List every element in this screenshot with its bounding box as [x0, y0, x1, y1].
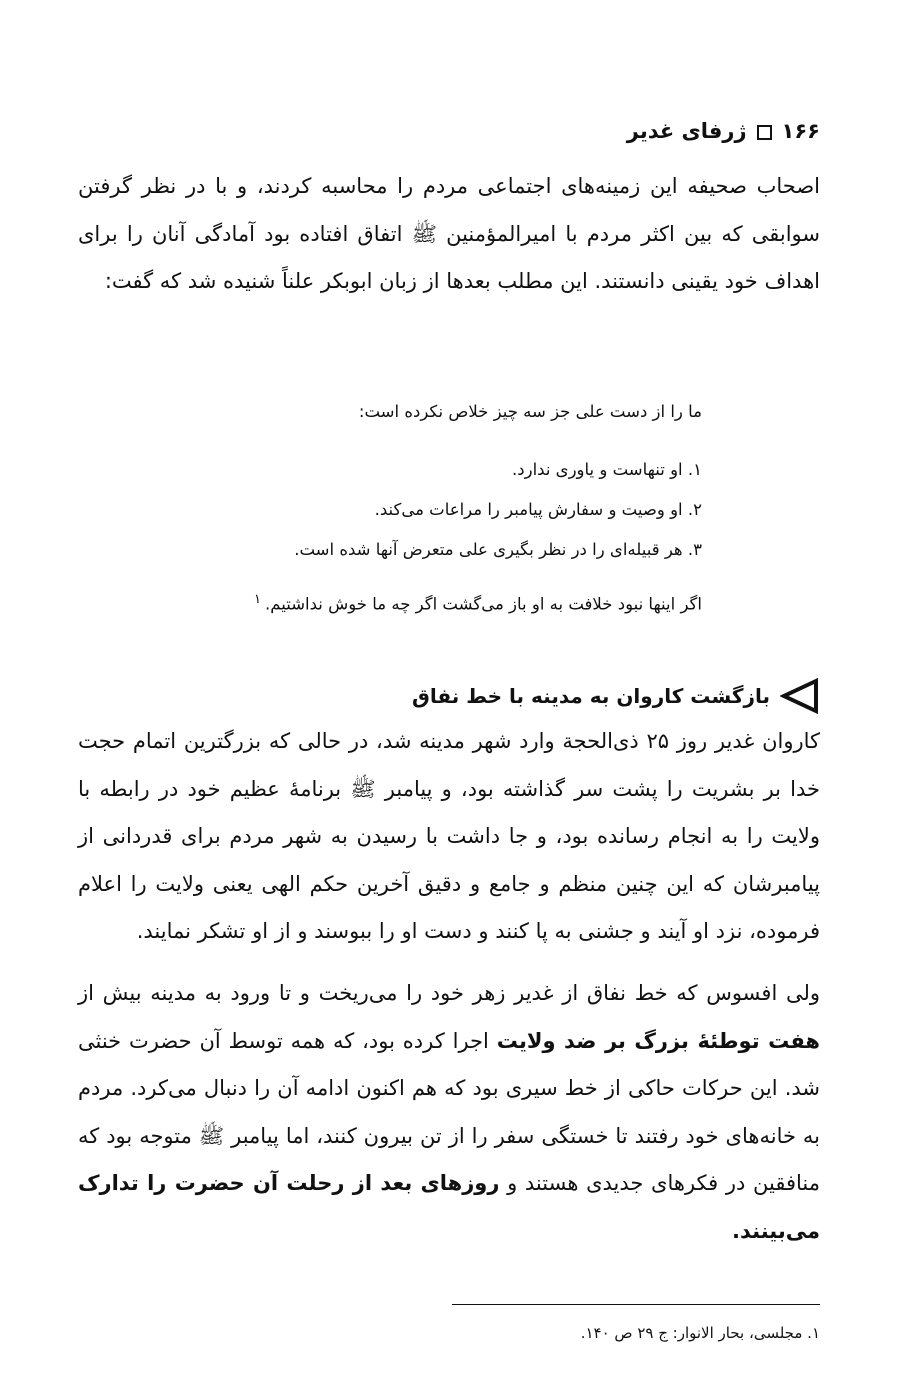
section-heading-text: بازگشت کاروان به مدینه با خط نفاق — [412, 684, 770, 708]
quote-closing-line — [182, 580, 702, 625]
paragraph-1: اصحاب صحیفه این زمینه‌های اجتماعی مردم را محاسبه کردند، و با در نظر گرفتن سوابقی که بین اکثر مردم با امیرالمؤمنین ﷺ اتفاق افتاده بود آمادگی آنان را برای اهداف خود یقینی دانستند. این مطلب بعدها از زبان ابوبکر علناً شنیده شد که گفت: — [78, 174, 820, 293]
quote-item: ۱. او تنهاست و یاوری ندارد. — [512, 460, 702, 479]
footnote-reference: ۱ — [254, 592, 262, 607]
footnote-divider — [452, 1304, 820, 1305]
paragraph-2: کاروان غدیر روز ۲۵ ذی‌الحجة وارد شهر مدینه شد، در حالی که بزرگترین اتمام حجت خدا بر بشریت را پشت سر گذاشته بود، و پیامبر ﷺ برنامهٔ عظیم خود در رابطه با ولایت را به انجام رسانده بود، و جا داشت با رسیدن به شهر مردم برای قدردانی از پیامبرشان که این چنین منظم و جامع و دقیق آخرین حکم الهی یعنی ولایت را اعلام فرموده، نزد او آیند و جشنی به پا کنند و دست او را ببوسند و از او تشکر نمایند. — [78, 729, 820, 943]
quote-item: ۲. او وصیت و سفارش پیامبر را مراعات می‌کند. — [374, 500, 702, 519]
paragraph-3-text: اجرا کرده بود، که همه توسط آن حضرت خنثی شد. این حرکات حاکی از خط سیری بود که هم اکنون ادامه آن را دنبال می‌کرد. مردم به خانه‌های خود رفتند تا خستگی سفر را از تن بیرون کنند، اما پیامبر ﷺ متوجه بود که منافقین در فکرهای جدیدی هستند و — [78, 1028, 820, 1195]
paragraph-3-emphasis: روزهای بعد از رحلت آن حضرت را تدارک می‌بینند. — [78, 1171, 820, 1243]
book-title: ژرفای غدیر — [626, 119, 747, 143]
quote-spacer — [182, 570, 702, 580]
quote-closing: اگر اینها نبود خلافت به او باز می‌گشت اگر چه ما خوش نداشتیم. — [265, 594, 702, 614]
section-heading — [412, 676, 820, 716]
square-separator-icon — [757, 125, 772, 140]
paragraph-3 — [78, 970, 820, 1255]
quote-spacer — [182, 432, 702, 450]
paragraph-3-text: ولی افسوس که خط نفاق از غدیر زهر خود را می‌ریخت و تا ورود به مدینه بیش از — [78, 981, 820, 1005]
page-number: ۱۶۶ — [781, 119, 820, 143]
quote-block — [182, 392, 702, 625]
paragraph-3-emphasis: هفت توطئهٔ بزرگ بر ضد ولایت — [496, 1028, 820, 1053]
running-head — [627, 116, 820, 146]
book-page — [78, 0, 820, 1393]
quote-intro: ما را از دست علی جز سه چیز خلاص نکرده است: — [358, 402, 702, 421]
footnote: ۱. مجلسی، بحار الانوار: ج ۲۹ ص ۱۴۰. — [580, 1324, 820, 1342]
triangle-bullet-icon — [780, 678, 820, 714]
quote-item: ۳. هر قبیله‌ای را در نظر بگیری علی متعرض آنها شده است. — [294, 540, 702, 559]
